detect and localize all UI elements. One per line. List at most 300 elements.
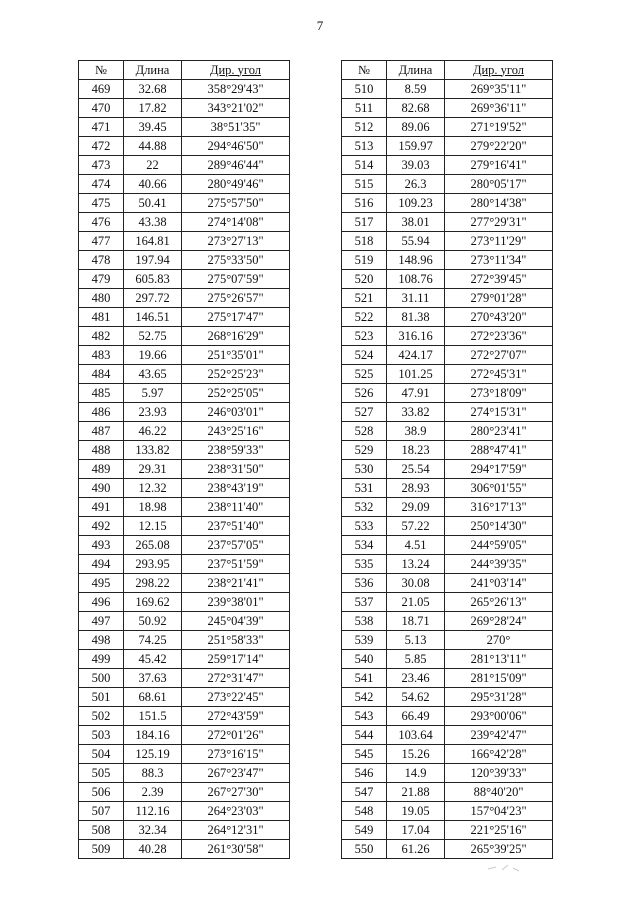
cell-angle: 275°33'50" [182,251,290,270]
cell-length: 148.96 [387,251,445,270]
header-row [342,61,553,80]
cell-length: 146.51 [124,308,182,327]
cell-number: 469 [79,80,124,99]
cell-length: 265.08 [124,536,182,555]
cell-length: 17.04 [387,821,445,840]
cell-number: 503 [79,726,124,745]
table-row [79,555,290,574]
cell-number: 506 [79,783,124,802]
table-row [79,194,290,213]
cell-length: 17.82 [124,99,182,118]
table-row [342,137,553,156]
cell-length: 605.83 [124,270,182,289]
cell-angle: 269°36'11" [445,99,553,118]
table-row [79,251,290,270]
cell-number: 500 [79,669,124,688]
cell-length: 81.38 [387,308,445,327]
cell-number: 525 [342,365,387,384]
cell-length: 47.91 [387,384,445,403]
cell-number: 502 [79,707,124,726]
cell-length: 184.16 [124,726,182,745]
cell-number: 533 [342,517,387,536]
table-row [79,99,290,118]
table-row [342,460,553,479]
cell-angle: 264°12'31" [182,821,290,840]
table-row [79,631,290,650]
table-row [79,270,290,289]
cell-angle: 244°59'05" [445,536,553,555]
cell-angle: 261°30'58" [182,840,290,859]
cell-length: 101.25 [387,365,445,384]
table-row [79,707,290,726]
cell-angle: 273°11'29" [445,232,553,251]
header-number: № [342,61,387,80]
cell-length: 38.01 [387,213,445,232]
table-row [79,441,290,460]
cell-angle: 237°51'59" [182,555,290,574]
cell-angle: 279°16'41" [445,156,553,175]
cell-length: 55.94 [387,232,445,251]
cell-angle: 293°00'06" [445,707,553,726]
cell-length: 38.9 [387,422,445,441]
table-row [79,517,290,536]
cell-length: 40.66 [124,175,182,194]
cell-angle: 272°43'59" [182,707,290,726]
cell-angle: 245°04'39" [182,612,290,631]
cell-length: 8.59 [387,80,445,99]
table-body [79,80,290,859]
cell-number: 505 [79,764,124,783]
cell-number: 508 [79,821,124,840]
cell-number: 489 [79,460,124,479]
cell-number: 518 [342,232,387,251]
coordinates-table-left [78,60,290,859]
cell-angle: 88°40'20" [445,783,553,802]
cell-number: 490 [79,479,124,498]
cell-angle: 252°25'23" [182,365,290,384]
cell-length: 297.72 [124,289,182,308]
table-row [79,403,290,422]
cell-angle: 343°21'02" [182,99,290,118]
cell-number: 523 [342,327,387,346]
cell-number: 526 [342,384,387,403]
cell-angle: 275°26'57" [182,289,290,308]
cell-angle: 273°11'34" [445,251,553,270]
page-number: 7 [316,18,324,33]
cell-length: 29.31 [124,460,182,479]
table-row [342,669,553,688]
table-row [79,308,290,327]
scan-speck [486,860,526,874]
table-row [342,384,553,403]
cell-number: 501 [79,688,124,707]
cell-length: 125.19 [124,745,182,764]
cell-angle: 294°46'50" [182,137,290,156]
table-row [342,555,553,574]
cell-length: 88.3 [124,764,182,783]
cell-length: 13.24 [387,555,445,574]
cell-angle: 238°59'33" [182,441,290,460]
cell-length: 19.66 [124,346,182,365]
cell-angle: 295°31'28" [445,688,553,707]
cell-length: 18.71 [387,612,445,631]
cell-number: 534 [342,536,387,555]
table-row [342,118,553,137]
cell-number: 482 [79,327,124,346]
table-row [342,422,553,441]
cell-number: 549 [342,821,387,840]
cell-length: 44.88 [124,137,182,156]
cell-length: 21.88 [387,783,445,802]
table-row [342,612,553,631]
table-row [79,688,290,707]
cell-number: 531 [342,479,387,498]
cell-length: 74.25 [124,631,182,650]
table-row [342,99,553,118]
cell-length: 21.05 [387,593,445,612]
cell-number: 536 [342,574,387,593]
table-row [79,137,290,156]
cell-angle: 279°22'20" [445,137,553,156]
cell-length: 103.64 [387,726,445,745]
cell-angle: 269°28'24" [445,612,553,631]
cell-length: 2.39 [124,783,182,802]
cell-angle: 280°23'41" [445,422,553,441]
cell-number: 543 [342,707,387,726]
cell-number: 477 [79,232,124,251]
cell-number: 475 [79,194,124,213]
cell-number: 480 [79,289,124,308]
cell-angle: 267°27'30" [182,783,290,802]
cell-length: 28.93 [387,479,445,498]
cell-number: 479 [79,270,124,289]
header-angle: Дир. угол [445,61,553,80]
cell-length: 39.45 [124,118,182,137]
cell-number: 494 [79,555,124,574]
cell-angle: 280°49'46" [182,175,290,194]
table-row [342,479,553,498]
table-row [342,498,553,517]
cell-number: 487 [79,422,124,441]
table-header [79,61,290,80]
cell-number: 470 [79,99,124,118]
table-row [79,840,290,859]
table-row [79,821,290,840]
table-row [342,308,553,327]
cell-length: 54.62 [387,688,445,707]
header-row [79,61,290,80]
cell-angle: 280°14'38" [445,194,553,213]
cell-angle: 279°01'28" [445,289,553,308]
cell-angle: 239°42'47" [445,726,553,745]
table-row [342,764,553,783]
cell-angle: 281°15'09" [445,669,553,688]
cell-length: 4.51 [387,536,445,555]
cell-number: 515 [342,175,387,194]
cell-number: 478 [79,251,124,270]
cell-length: 5.13 [387,631,445,650]
table-row [342,840,553,859]
table-row [79,156,290,175]
cell-angle: 221°25'16" [445,821,553,840]
cell-angle: 272°27'07" [445,346,553,365]
cell-angle: 275°17'47" [182,308,290,327]
cell-length: 40.28 [124,840,182,859]
table-row [342,631,553,650]
cell-length: 19.05 [387,802,445,821]
table-row [79,384,290,403]
cell-angle: 244°39'35" [445,555,553,574]
coordinates-table-right [341,60,553,859]
cell-angle: 251°35'01" [182,346,290,365]
table-row [79,802,290,821]
cell-number: 483 [79,346,124,365]
cell-number: 511 [342,99,387,118]
cell-angle: 251°58'33" [182,631,290,650]
cell-length: 5.97 [124,384,182,403]
cell-number: 519 [342,251,387,270]
cell-length: 37.63 [124,669,182,688]
cell-number: 542 [342,688,387,707]
header-angle: Дир. угол [182,61,290,80]
cell-number: 474 [79,175,124,194]
table-row [342,688,553,707]
table-row [342,251,553,270]
header-number: № [79,61,124,80]
cell-number: 541 [342,669,387,688]
cell-angle: 238°11'40" [182,498,290,517]
cell-number: 486 [79,403,124,422]
table-row [79,745,290,764]
cell-angle: 288°47'41" [445,441,553,460]
cell-number: 521 [342,289,387,308]
table-row [342,574,553,593]
cell-angle: 246°03'01" [182,403,290,422]
cell-angle: 265°26'13" [445,593,553,612]
cell-length: 45.42 [124,650,182,669]
table-header [342,61,553,80]
cell-number: 514 [342,156,387,175]
cell-number: 473 [79,156,124,175]
cell-length: 169.62 [124,593,182,612]
cell-number: 550 [342,840,387,859]
cell-length: 22 [124,156,182,175]
table-row [342,175,553,194]
table-row [79,764,290,783]
cell-number: 510 [342,80,387,99]
cell-number: 471 [79,118,124,137]
table-row [342,289,553,308]
cell-length: 109.23 [387,194,445,213]
cell-angle: 269°35'11" [445,80,553,99]
cell-angle: 157°04'23" [445,802,553,821]
cell-angle: 268°16'29" [182,327,290,346]
cell-length: 39.03 [387,156,445,175]
cell-number: 532 [342,498,387,517]
cell-angle: 274°14'08" [182,213,290,232]
cell-number: 497 [79,612,124,631]
cell-number: 528 [342,422,387,441]
cell-length: 25.54 [387,460,445,479]
cell-number: 524 [342,346,387,365]
cell-angle: 280°05'17" [445,175,553,194]
cell-angle: 270°43'20" [445,308,553,327]
header-length: Длина [124,61,182,80]
cell-length: 424.17 [387,346,445,365]
cell-number: 517 [342,213,387,232]
cell-length: 298.22 [124,574,182,593]
cell-angle: 238°43'19" [182,479,290,498]
cell-angle: 237°57'05" [182,536,290,555]
cell-angle: 271°19'52" [445,118,553,137]
cell-length: 31.11 [387,289,445,308]
cell-number: 516 [342,194,387,213]
table-row [79,536,290,555]
cell-length: 57.22 [387,517,445,536]
cell-angle: 316°17'13" [445,498,553,517]
cell-number: 488 [79,441,124,460]
table-row [342,213,553,232]
cell-length: 293.95 [124,555,182,574]
cell-angle: 277°29'31" [445,213,553,232]
cell-length: 50.92 [124,612,182,631]
cell-angle: 275°57'50" [182,194,290,213]
cell-number: 535 [342,555,387,574]
cell-length: 14.9 [387,764,445,783]
cell-number: 476 [79,213,124,232]
cell-number: 491 [79,498,124,517]
table-row [79,80,290,99]
cell-number: 539 [342,631,387,650]
cell-angle: 166°42'28" [445,745,553,764]
cell-length: 18.98 [124,498,182,517]
cell-angle: 238°31'50" [182,460,290,479]
cell-length: 12.32 [124,479,182,498]
table-row [79,232,290,251]
cell-length: 30.08 [387,574,445,593]
cell-angle: 272°01'26" [182,726,290,745]
table-row [342,365,553,384]
table-row [342,80,553,99]
cell-angle: 294°17'59" [445,460,553,479]
cell-length: 151.5 [124,707,182,726]
cell-angle: 239°38'01" [182,593,290,612]
cell-angle: 241°03'14" [445,574,553,593]
cell-length: 66.49 [387,707,445,726]
cell-angle: 272°45'31" [445,365,553,384]
cell-number: 547 [342,783,387,802]
cell-length: 133.82 [124,441,182,460]
cell-length: 108.76 [387,270,445,289]
cell-length: 43.65 [124,365,182,384]
cell-length: 61.26 [387,840,445,859]
table-row [342,745,553,764]
table-row [342,726,553,745]
cell-number: 538 [342,612,387,631]
table-row [79,213,290,232]
cell-length: 89.06 [387,118,445,137]
cell-length: 68.61 [124,688,182,707]
cell-angle: 273°27'13" [182,232,290,251]
cell-angle: 358°29'43" [182,80,290,99]
cell-angle: 264°23'03" [182,802,290,821]
cell-angle: 273°16'15" [182,745,290,764]
cell-number: 520 [342,270,387,289]
cell-angle: 289°46'44" [182,156,290,175]
cell-length: 15.26 [387,745,445,764]
cell-angle: 243°25'16" [182,422,290,441]
cell-number: 545 [342,745,387,764]
cell-angle: 272°23'36" [445,327,553,346]
cell-number: 492 [79,517,124,536]
cell-angle: 250°14'30" [445,517,553,536]
cell-number: 498 [79,631,124,650]
table-row [79,669,290,688]
cell-number: 522 [342,308,387,327]
table-row [342,156,553,175]
table-row [79,346,290,365]
cell-number: 512 [342,118,387,137]
cell-angle: 275°07'59" [182,270,290,289]
cell-number: 529 [342,441,387,460]
cell-number: 472 [79,137,124,156]
cell-length: 18.23 [387,441,445,460]
cell-number: 496 [79,593,124,612]
cell-length: 33.82 [387,403,445,422]
cell-angle: 237°51'40" [182,517,290,536]
cell-number: 544 [342,726,387,745]
cell-length: 43.38 [124,213,182,232]
cell-angle: 274°15'31" [445,403,553,422]
table-row [79,327,290,346]
table-row [342,802,553,821]
cell-angle: 272°31'47" [182,669,290,688]
cell-angle: 273°18'09" [445,384,553,403]
cell-number: 546 [342,764,387,783]
cell-length: 26.3 [387,175,445,194]
table-row [342,536,553,555]
table-row [342,593,553,612]
table-row [342,707,553,726]
table-row [342,650,553,669]
cell-length: 197.94 [124,251,182,270]
table-row [79,783,290,802]
table-row [342,270,553,289]
cell-length: 32.68 [124,80,182,99]
cell-angle: 306°01'55" [445,479,553,498]
cell-length: 12.15 [124,517,182,536]
cell-number: 507 [79,802,124,821]
cell-length: 82.68 [387,99,445,118]
table-row [79,479,290,498]
cell-angle: 252°25'05" [182,384,290,403]
table-row [79,460,290,479]
table-row [342,403,553,422]
cell-angle: 270° [445,631,553,650]
table-row [79,422,290,441]
table-row [342,821,553,840]
table-row [342,327,553,346]
cell-length: 5.85 [387,650,445,669]
cell-length: 29.09 [387,498,445,517]
cell-length: 23.93 [124,403,182,422]
cell-length: 159.97 [387,137,445,156]
cell-number: 481 [79,308,124,327]
cell-angle: 265°39'25" [445,840,553,859]
cell-number: 493 [79,536,124,555]
cell-number: 499 [79,650,124,669]
cell-angle: 38°51'35" [182,118,290,137]
